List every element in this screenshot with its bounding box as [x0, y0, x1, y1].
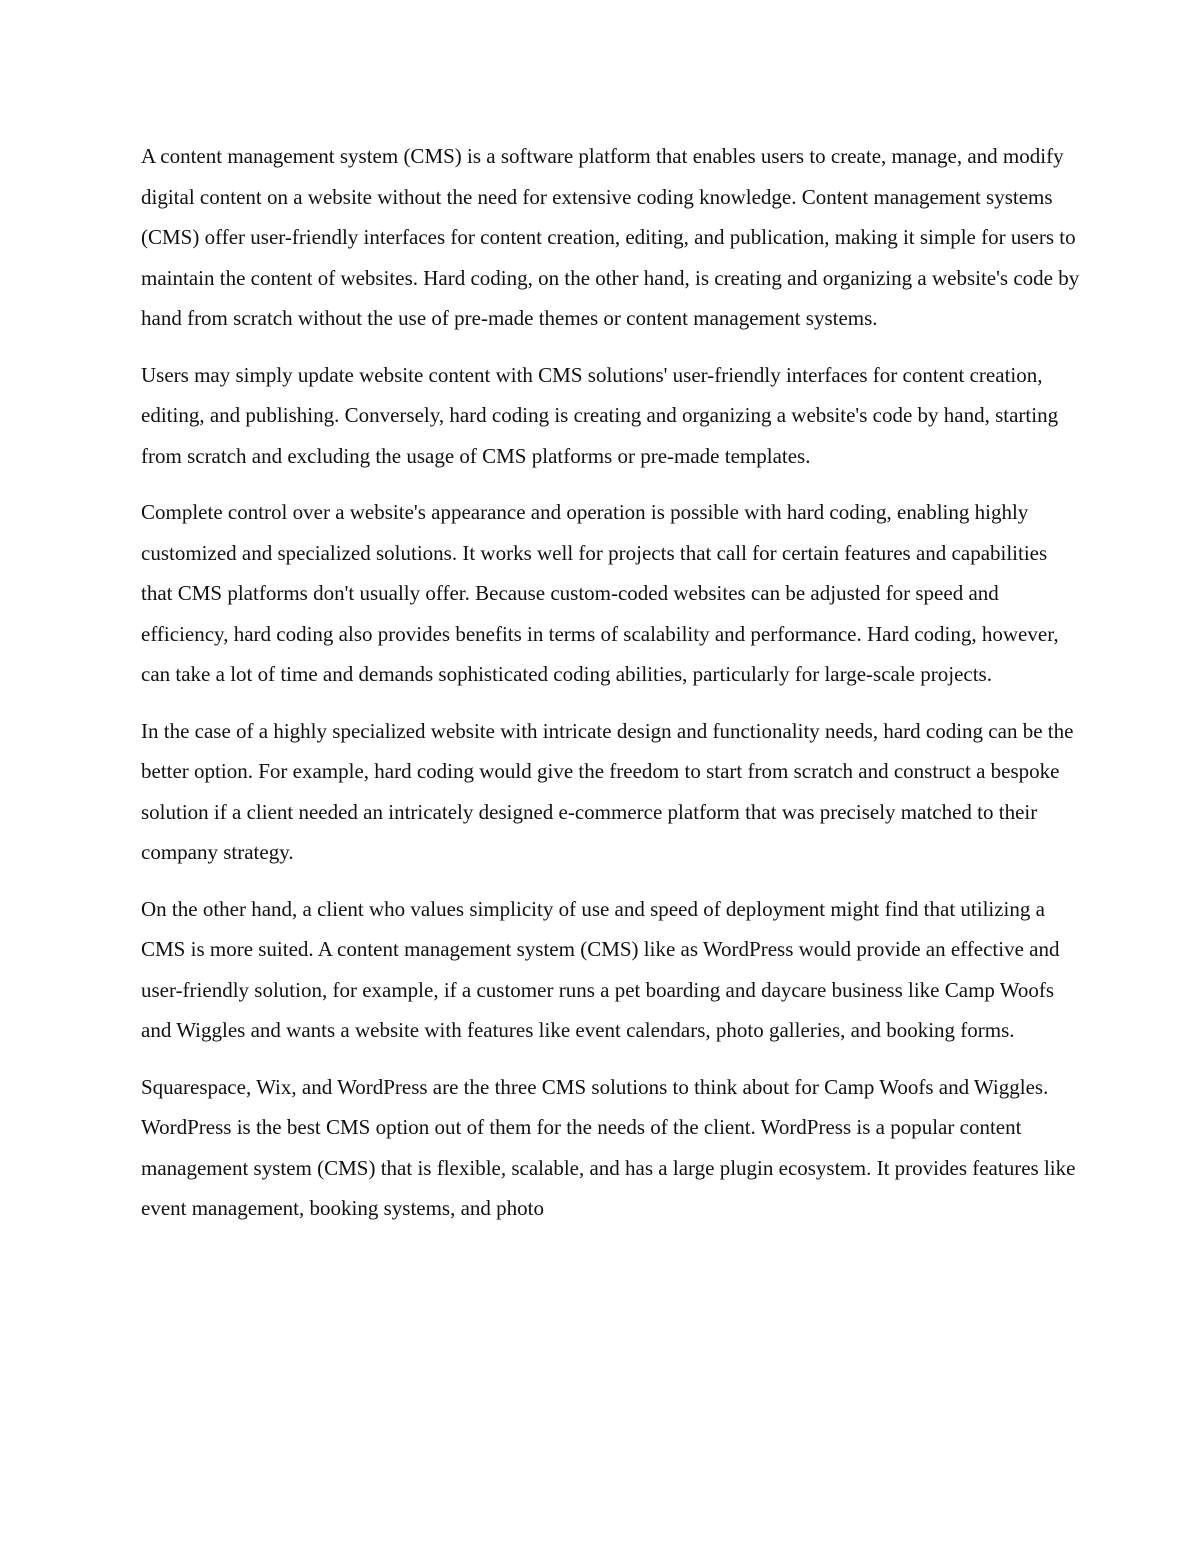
paragraph-cms-options: Squarespace, Wix, and WordPress are the three CMS solutions to think about for Camp Woofs and Wiggles. WordPress is the best CMS option out of them for the needs of the client. WordPress is a popular content management system (CMS) that is flexible, scalable, and has a large plugin ecosystem. It provides features like event management, booking systems, and photo	[141, 1074, 1076, 1220]
paragraph-cms-example: On the other hand, a client who values simplicity of use and speed of deployment might find that utilizing a CMS is more suited. A content management system (CMS) like as WordPress would provide an effective and user-friendly solution, for example, if a customer runs a pet boarding and daycare business like Camp Woofs and Wiggles and wants a website with features like event calendars, photo galleries, and booking forms.	[141, 896, 1060, 1042]
document-body	[141, 136, 1081, 1245]
paragraph-hard-coding-example: In the case of a highly specialized website with intricate design and functionality needs, hard coding can be the better option. For example, hard coding would give the freedom to start from scratch and construct a bespoke solution if a client needed an intricately designed e-commerce platform that was precisely matched to their company strategy.	[141, 718, 1074, 864]
paragraph-hard-coding-benefits: Complete control over a website's appearance and operation is possible with hard coding, enabling highly customized and specialized solutions. It works well for projects that call for certain features and capabilities that CMS platforms don't usually offer. Because custom-coded websites can be adjusted for speed and efficiency, hard coding also provides benefits in terms of scalability and performance. Hard coding, however, can take a lot of time and demands sophisticated coding abilities, particularly for large-scale projects.	[141, 500, 1059, 686]
paragraph-cms-definition: A content management system (CMS) is a software platform that enables users to create, manage, and modify digital content on a website without the need for extensive coding knowledge. Content management systems (CMS) offer user-friendly interfaces for content creation, editing, and publication, making it simple for users to maintain the content of websites. Hard coding, on the other hand, is creating and organizing a website's code by hand from scratch without the use of pre-made themes or content management systems.	[141, 144, 1080, 330]
paragraph-cms-vs-hard-coding: Users may simply update website content with CMS solutions' user-friendly interfaces for content creation, editing, and publishing. Conversely, hard coding is creating and organizing a website's code by hand, starting from scratch and excluding the usage of CMS platforms or pre-made templates.	[141, 362, 1059, 468]
